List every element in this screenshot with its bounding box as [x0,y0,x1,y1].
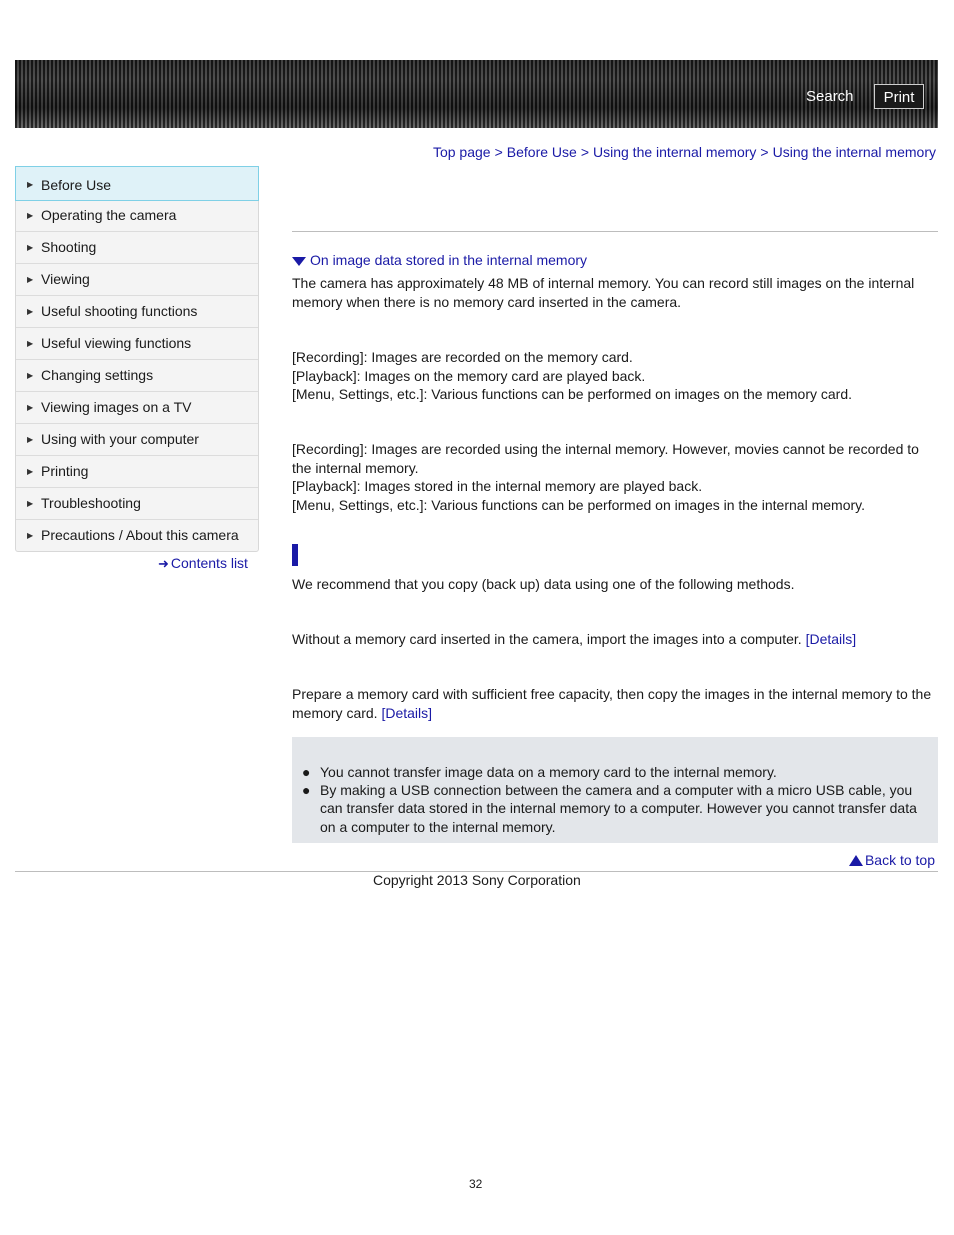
list-item [302,763,936,781]
sidebar-item-label: Useful shooting functions [41,303,198,319]
breadcrumb-current-page[interactable]: Using the internal memory [772,144,936,160]
sidebar-item-shooting[interactable] [16,232,258,264]
breadcrumb-separator: > [494,144,503,160]
print-button[interactable]: Print [874,84,924,109]
method-computer [292,630,938,649]
breadcrumb-separator: > [760,144,769,160]
triangle-right-icon: ▶ [27,531,34,540]
sidebar-item-label: Before Use [41,177,112,193]
details-link[interactable]: [Details] [381,704,433,721]
section-link[interactable] [292,251,938,270]
bullet-icon: ● [302,764,311,780]
sidebar-item-label: Operating the camera [41,207,177,223]
text-line: [Playback]: Images on the memory card are played back. [292,367,646,384]
triangle-right-icon: ▶ [27,403,34,412]
text-line: [Playback]: Images stored in the internal memory are played back. [292,478,703,494]
triangle-right-icon: ▶ [27,499,34,508]
triangle-right-icon: ▶ [27,211,34,220]
text-line: [Menu, Settings, etc.]: Various functions can be performed on images on the memory card. [292,386,853,402]
breadcrumb-top-page[interactable]: Top page [432,144,491,160]
triangle-right-icon: ▶ [27,339,34,348]
text-line: [Recording]: Images are recorded using the internal memory. However, movies cannot be recorded to the internal memory. [292,441,919,476]
triangle-right-icon: ▶ [27,275,34,284]
page-number: 32 [469,1177,483,1191]
text-line: [Menu, Settings, etc.]: Various functions can be performed on images in the internal memory. [292,496,865,513]
triangle-right-icon: ▶ [27,435,34,444]
title-divider [292,231,938,232]
method-text: Without a memory card inserted in the camera, import the images into a computer. [292,631,802,647]
sidebar-item-useful-viewing-functions[interactable] [16,328,258,360]
triangle-right-icon: ▶ [27,180,34,189]
sidebar-item-before-use[interactable] [15,166,259,201]
sidebar-item-label: Viewing images on a TV [41,399,192,415]
back-to-top-label: Back to top [864,852,935,868]
sidebar-nav [15,166,259,552]
triangle-up-icon [849,855,863,866]
intro-paragraph: The camera has approximately 48 MB of internal memory. You can record still images on the internal memory when there is no memory card inserted in the camera. [292,275,915,310]
contents-list-label: Contents list [170,555,248,571]
triangle-right-icon: ▶ [27,467,34,476]
header-bar [15,60,938,128]
breadcrumb-before-use[interactable]: Before Use [506,144,577,160]
sidebar-item-useful-shooting-functions[interactable] [16,296,258,328]
triangle-down-icon [292,257,306,266]
note-text: You cannot transfer image data on a memory card to the internal memory. [320,764,777,780]
details-link[interactable]: [Details] [805,631,857,647]
copyright-text: Copyright 2013 Sony Corporation [373,872,581,888]
list-item [302,781,936,836]
sidebar-item-operating-the-camera[interactable] [16,200,258,232]
note-list [302,763,936,836]
sidebar-item-precautions[interactable] [16,520,258,551]
breadcrumb-separator: > [580,144,589,160]
triangle-right-icon: ▶ [27,371,34,380]
sidebar-item-printing[interactable] [16,456,258,488]
sidebar-item-label: Precautions / About this camera [41,527,239,543]
contents-list-link[interactable] [158,555,248,572]
sidebar-item-label: Useful viewing functions [41,335,192,351]
sidebar-item-label: Viewing [41,271,90,287]
sidebar-item-viewing-images-on-a-tv[interactable] [16,392,258,424]
method-memory-card [292,685,938,722]
method-text: Prepare a memory card with sufficient free capacity, then copy the images in the internal memory to the memory card. [292,686,932,721]
sidebar-item-label: Shooting [41,239,97,255]
breadcrumb [433,144,936,160]
note-text: By making a USB connection between the camera and a computer with a micro USB cable, you can transfer data stored in the internal memory to a computer. However you cannot transfer data on a computer to the internal memory. [320,782,917,835]
heading-marker [292,544,298,566]
sidebar-item-label: Printing [41,463,89,479]
back-to-top-link[interactable] [849,852,935,868]
backup-intro: We recommend that you copy (back up) data using one of the following methods. [292,576,795,592]
triangle-right-icon: ▶ [27,243,34,252]
sidebar-item-changing-settings[interactable] [16,360,258,392]
sidebar-item-label: Using with your computer [41,431,199,447]
arrow-right-icon: ➜ [158,556,169,571]
sidebar-item-label: Troubleshooting [41,495,141,511]
triangle-right-icon: ▶ [27,307,34,316]
search-button[interactable]: Search [806,88,854,105]
breadcrumb-using-internal-memory[interactable]: Using the internal memory [593,144,757,160]
section-link-label: On image data stored in the internal memory [310,252,588,268]
internal-memory-paragraph [292,440,938,514]
note-box [292,737,938,843]
bullet-icon: ● [302,782,311,799]
memory-card-paragraph [292,348,938,404]
sidebar-item-viewing[interactable] [16,264,258,296]
sidebar-item-troubleshooting[interactable] [16,488,258,520]
sidebar-item-label: Changing settings [41,367,154,383]
sidebar-item-using-with-your-computer[interactable] [16,424,258,456]
text-line: [Recording]: Images are recorded on the memory card. [292,349,633,365]
